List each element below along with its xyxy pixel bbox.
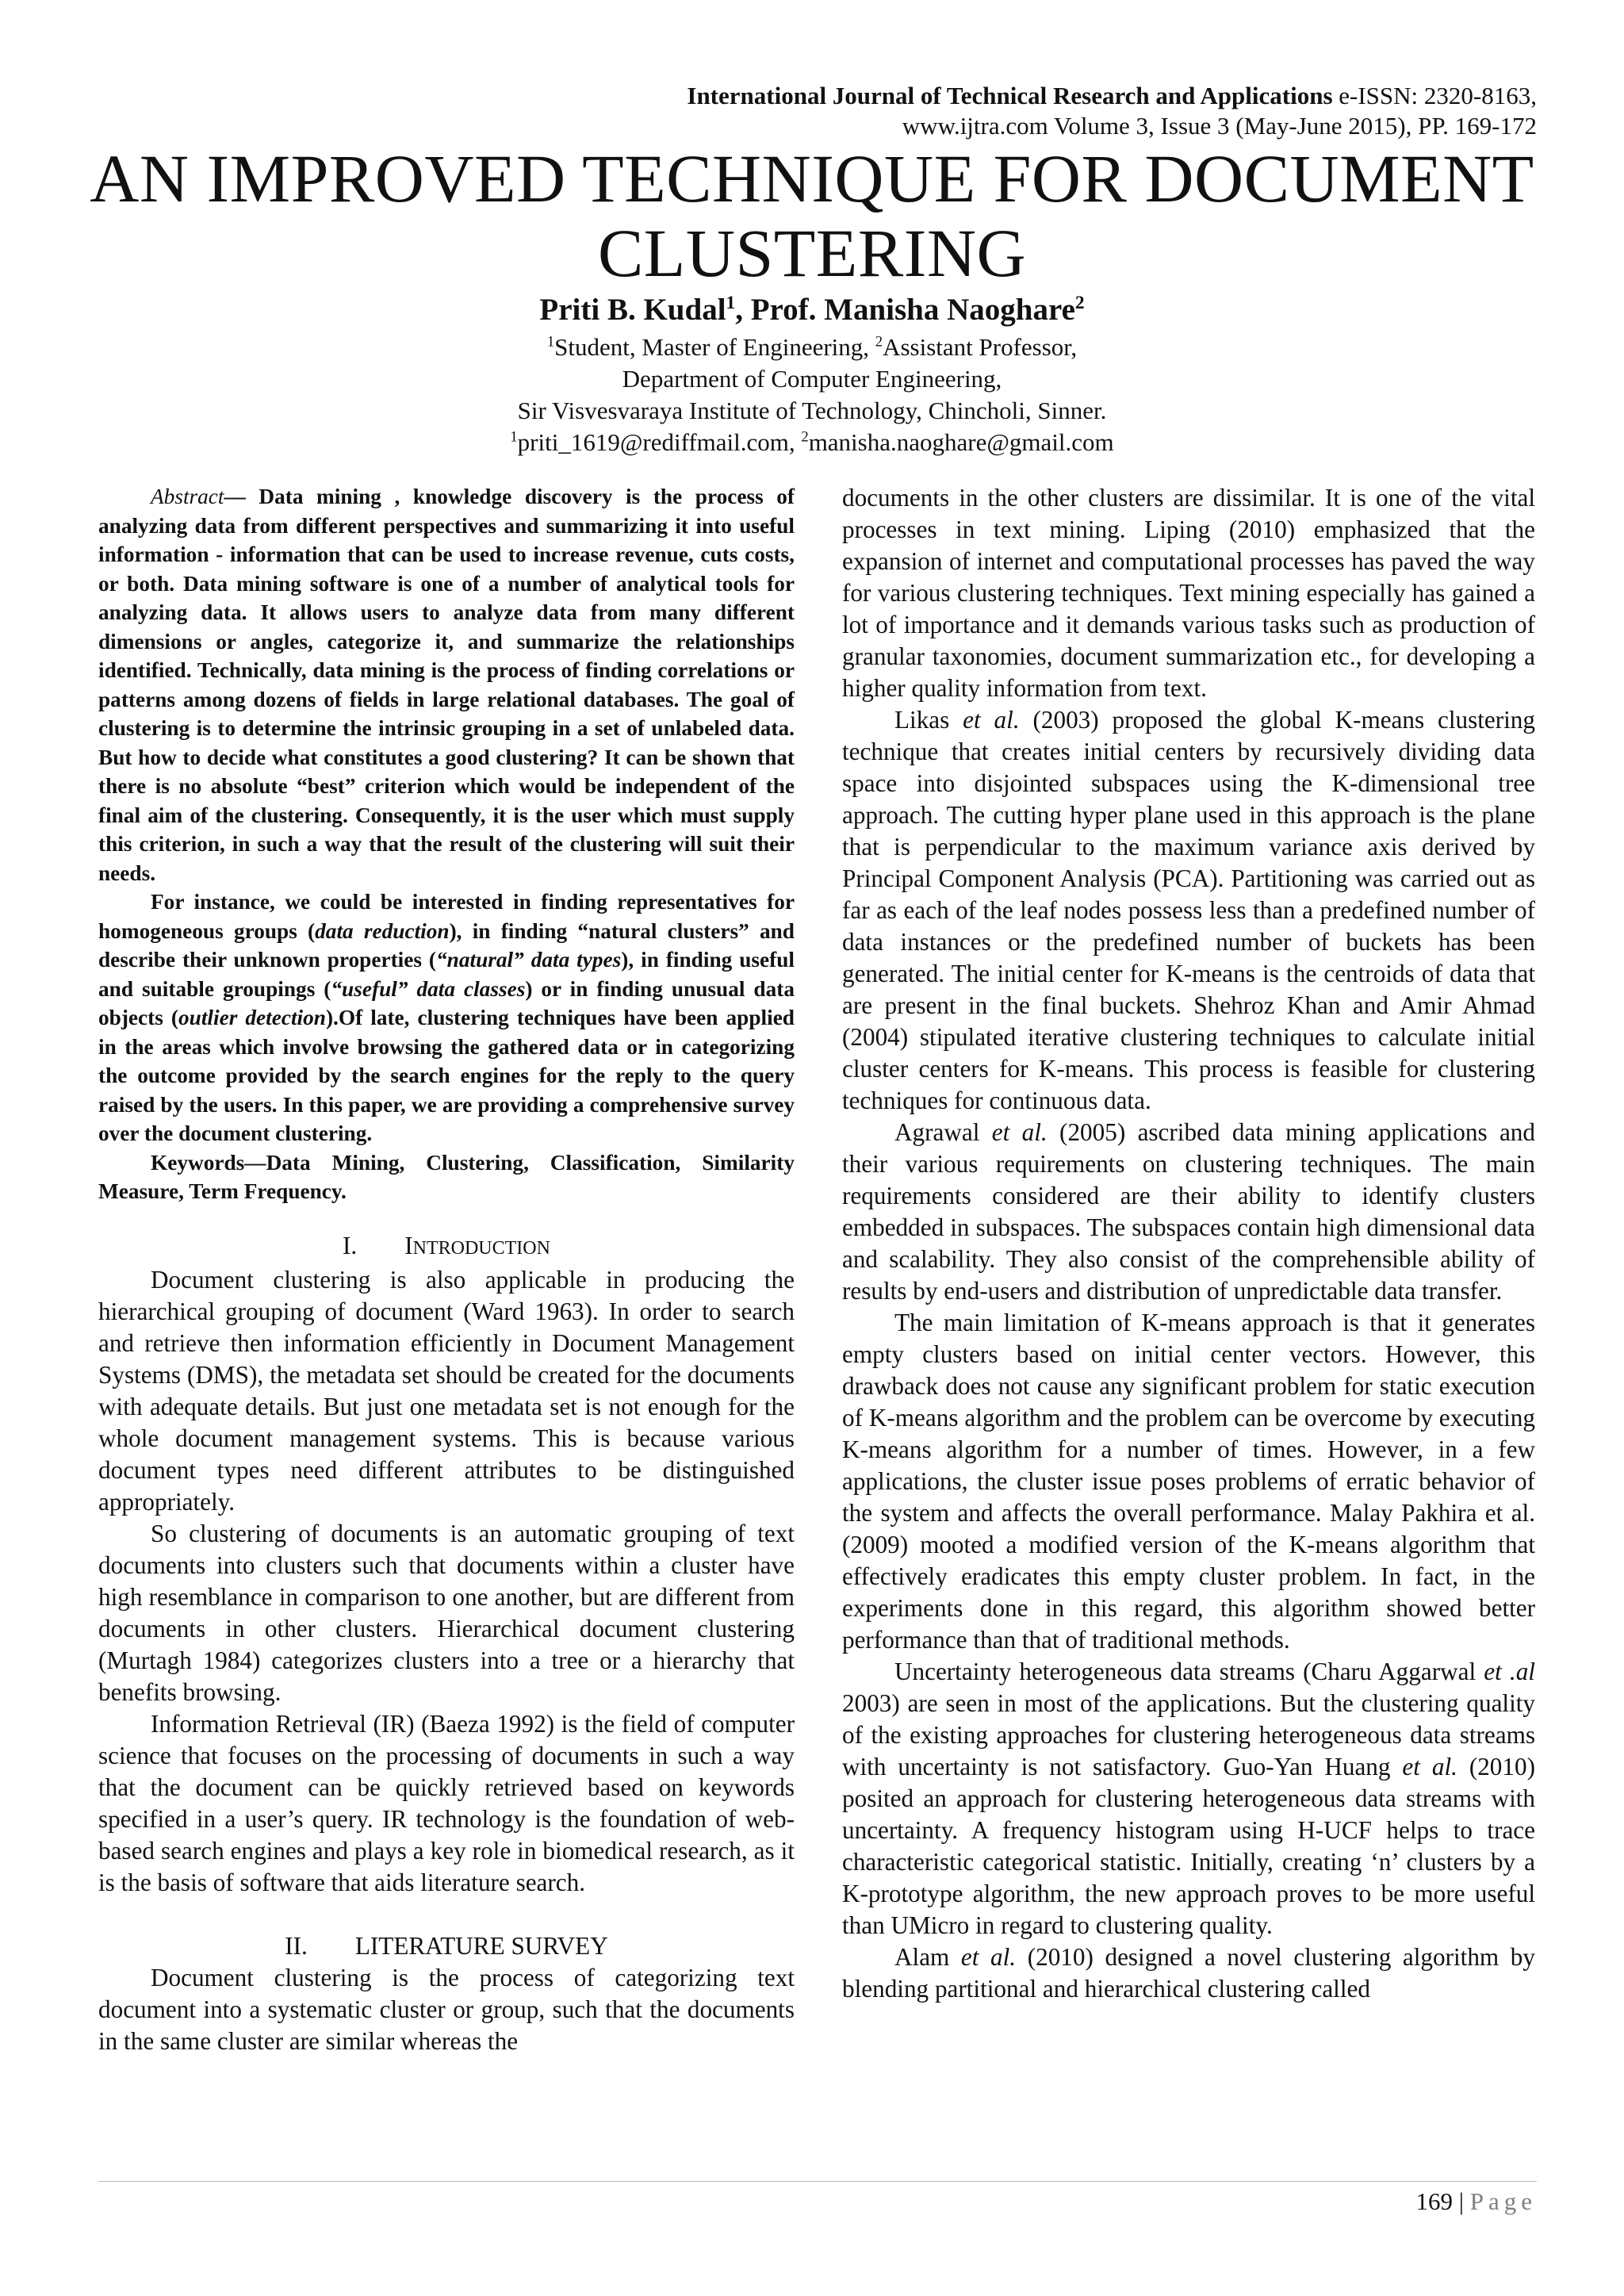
p2-a: Likas	[894, 706, 963, 734]
abstract-p2-d: ) or in finding unusual data objects (	[98, 976, 795, 1029]
email-1[interactable]: priti_1619@rediffmail.com,	[517, 428, 802, 456]
role-1-marker: 1	[546, 333, 555, 351]
p5-b: 2003) are seen in most of the applications. But the clustering quality of the existing approaches for clustering heterogeneous data streams with uncertainty is not satisfactory. Guo-Yan Huang	[842, 1689, 1535, 1780]
journal-issue: www.ijtra.com Volume 3, Issue 3 (May-June 2015), PP. 169-172	[902, 112, 1537, 140]
p6-i: et al.	[960, 1943, 1017, 1971]
p5-i1: et .al	[1484, 1658, 1535, 1685]
right-paragraph-1: documents in the other clusters are dissimilar. It is one of the vital processes in text mining. Liping (2010) emphasized that the expansion of internet and computational processes has paved the way for various clustering techniques. Text mining especially has gained a lot of importance and it demands various tasks such as production of granular taxonomies, document summarization etc., for developing a higher quality information from text.	[842, 484, 1535, 702]
role-2-marker: 2	[875, 333, 883, 351]
p3-i: et al.	[991, 1118, 1048, 1146]
right-paragraph-2	[842, 704, 1535, 1117]
abstract	[98, 482, 795, 1206]
p6-a: Alam	[894, 1943, 961, 1971]
abstract-p2-e: ).Of late, clustering techniques have been applied in the areas which involve browsing the gathered data or in categorizing the outcome provided by the search engines for the reply to the query raised by the users. In this paper, we are providing a comprehensive survey over the document clustering.	[98, 1006, 795, 1145]
section-heading-literature	[98, 1930, 795, 1962]
section-number-1: I.	[343, 1231, 358, 1259]
right-paragraph-4: The main limitation of K-means approach is that it generates empty clusters based on initial center vectors. However, this drawback does not cause any significant problem for static execution of K-means algorithm and the problem can be overcome by executing K-means algorithm for a number of times. However, in a few applications, the cluster issue poses problems of erratic behavior of the system and affects the overall performance. Malay Pakhira et al. (2009) mooted a modified version of the K-means algorithm that effectively eradicates this empty cluster problem. In fact, in the experiments done in this regard, this algorithm showed better performance than that of traditional methods.	[842, 1309, 1535, 1654]
author-1-marker: 1	[726, 293, 736, 313]
section-heading-introduction	[98, 1230, 795, 1264]
intro-paragraph-3: Information Retrieval (IR) (Baeza 1992) is the field of computer science that focuses on the processing of documents in such a way that the document can be quickly retrieved based on keywords specified in a user’s query. IR technology is the foundation of web-based search engines and plays a key role in biomedical research, as it is the basis of software that aids literature search.	[98, 1709, 795, 1896]
page-footer	[1416, 2187, 1537, 2216]
section-introduction	[98, 1230, 795, 1899]
p3-a: Agrawal	[894, 1118, 992, 1146]
p6-b: (2010) designed a novel clustering algorithm by blending partitional and hierarchical clustering called	[842, 1943, 1535, 2003]
page-separator: |	[1453, 2187, 1470, 2215]
affiliation-block	[0, 332, 1624, 458]
p2-i: et al.	[963, 706, 1020, 734]
section-title-initial: I	[404, 1231, 413, 1259]
right-column	[842, 482, 1535, 2005]
author-2: Prof. Manisha Naoghare	[750, 293, 1075, 327]
p2-b: (2003) proposed the global K-means clustering technique that creates initial centers by recursively dividing data space into disjointed subspaces using the K-dimensional tree approach. The cutting hyper plane used in this approach is the plane that is perpendicular to the maximum variance axis derived by Principal Component Analysis (PCA). Partitioning was carried out as far as each of the leaf nodes possess less than a predefined number of data instances or the predefined number of buckets has been generated. The initial center for K-means is the centroids of data that are present in the final buckets. Shehroz Khan and Amir Ahmad (2004) stipulated iterative clustering techniques to calculate initial cluster centers for K-means. This process is feasible for clustering techniques for continuous data.	[842, 706, 1535, 1114]
footer-divider	[98, 2181, 1537, 2182]
p3-b: (2005) ascribed data mining applications and their various requirements on clustering techniques. The main requirements considered are their ability to identify clusters embedded in subspaces. The subspaces contain high dimensional data and scalability. They also consist of the comprehensible ability of results by end-users and distribution of unpredictable data transfer.	[842, 1118, 1535, 1305]
intro-paragraph-2: So clustering of documents is an automatic grouping of text documents into clusters such that documents within a cluster have high resemblance in comparison to one another, but are different from documents in other clusters. Hierarchical document clustering (Murtagh 1984) categorizes clusters into a tree or a hierarchy that benefits browsing.	[98, 1519, 795, 1706]
author-list	[0, 292, 1624, 328]
abstract-p2-i4: outlier detection	[178, 1006, 326, 1029]
left-column	[98, 482, 795, 2057]
email-2[interactable]: manisha.naoghare@gmail.com	[808, 428, 1114, 456]
role-2: Assistant Professor,	[883, 333, 1078, 361]
p5-i2: et al.	[1402, 1753, 1457, 1780]
author-2-marker: 2	[1074, 293, 1085, 313]
abstract-p2-i3: “useful” data classes	[331, 976, 526, 1001]
author-separator: ,	[735, 293, 751, 327]
affiliation-roles	[0, 332, 1624, 363]
abstract-text: — Data mining , knowledge discovery is the process of analyzing data from different perspectives and summarizing it into useful information - information that can be used to increase revenue, cuts costs, or both. Data mining software is one of a number of analytical tools for analyzing data. It allows users to analyze data from many different dimensions or angles, categorize it, and summarize the relationships identified. Technically, data mining is the process of finding correlations or patterns among dozens of fields in large relational databases. The goal of clustering is to determine the intrinsic grouping in a set of unlabeled data. But how to decide what constitutes a good clustering? It can be shown that there is no absolute “best” criterion which would be independent of the final aim of the clustering. Consequently, it is the user which must supply this criterion, in such a way that the result of the clustering will suit their needs.	[98, 485, 795, 885]
role-1: Student, Master of Engineering,	[554, 333, 875, 361]
keywords: Keywords—Data Mining, Clustering, Classification, Similarity Measure, Term Frequency.	[98, 1150, 795, 1203]
author-1: Priti B. Kudal	[539, 293, 726, 327]
journal-name: International Journal of Technical Research and Applications	[687, 82, 1333, 109]
abstract-p2-b: ), in finding “natural clusters” and describe their unknown properties (	[98, 918, 795, 972]
paper-title: AN IMPROVED TECHNIQUE FOR DOCUMENT CLUSTERING	[90, 140, 1534, 291]
journal-header	[687, 81, 1537, 141]
affiliation-department: Department of Computer Engineering,	[622, 365, 1002, 393]
email-2-marker: 2	[801, 428, 809, 446]
right-paragraph-6	[842, 1941, 1535, 2005]
affiliation-institute: Sir Visvesvaraya Institute of Technology, Chincholi, Sinner.	[517, 397, 1107, 424]
section-title-rest: NTRODUCTION	[412, 1237, 550, 1259]
right-paragraph-3	[842, 1117, 1535, 1307]
right-paragraph-5	[842, 1656, 1535, 1941]
abstract-p2-c: ), in finding useful and suitable groupings (	[98, 948, 795, 1001]
abstract-paragraph-2	[98, 887, 795, 1148]
abstract-p2-i2: “natural” data types	[436, 948, 622, 972]
section-title-2: LITERATURE SURVEY	[354, 1931, 608, 1960]
affiliation-emails	[0, 427, 1624, 458]
section-number-2: II.	[285, 1931, 308, 1960]
page-word: Page	[1469, 2187, 1537, 2215]
literature-paragraph-1: Document clustering is the process of categorizing text document into a systematic cluster or group, such that the documents in the same cluster are similar whereas the	[98, 1963, 795, 2055]
abstract-p2-a: For instance, we could be interested in finding representatives for homogeneous groups (	[98, 890, 795, 943]
section-literature-survey	[98, 1930, 795, 2057]
journal-issn: e-ISSN: 2320-8163,	[1339, 82, 1537, 109]
p5-c: (2010) posited an approach for clustering heterogeneous data streams with uncertainty. A frequency histogram using H-UCF helps to trace characteristic categorical statistic. Initially, creating ‘n’ clusters by a K-prototype algorithm, the new approach proves to be more useful than UMicro in regard to clustering quality.	[842, 1753, 1535, 1939]
page-number: 169	[1415, 2187, 1454, 2215]
intro-paragraph-1: Document clustering is also applicable in producing the hierarchical grouping of document (Ward 1963). In order to search and retrieve then information efficiently in Document Management Systems (DMS), the metadata set should be created for the documents with adequate details. But just one metadata set is not enough for the whole document management systems. This is because various document types need different attributes to be distinguished appropriately.	[98, 1265, 795, 1516]
abstract-label: Abstract	[151, 485, 224, 508]
p5-a: Uncertainty heterogeneous data streams (Charu Aggarwal	[894, 1658, 1484, 1685]
abstract-p2-i1: data reduction	[315, 918, 450, 943]
abstract-paragraph-1	[98, 482, 795, 887]
email-1-marker: 1	[510, 428, 518, 446]
